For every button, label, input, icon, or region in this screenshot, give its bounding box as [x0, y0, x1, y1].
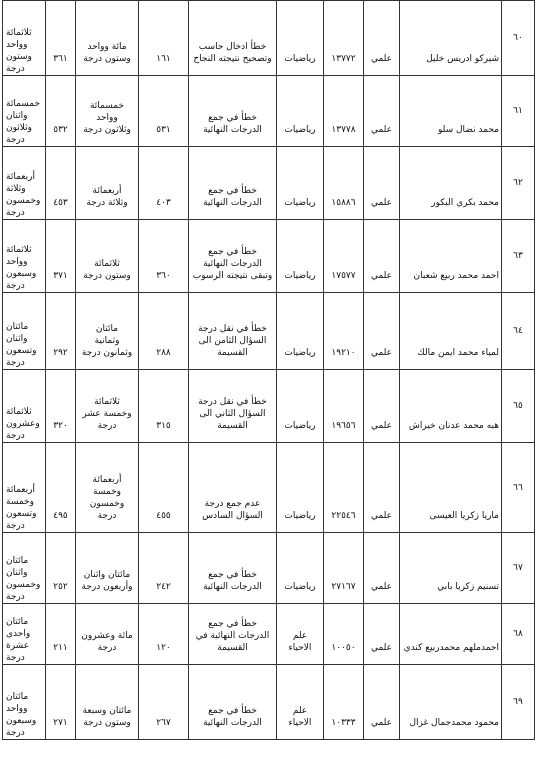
original-total-words: مائة وواحد وستون درجة: [76, 1, 139, 76]
branch-name: علمي: [364, 293, 400, 370]
corrected-total-words: ثلاثمائة وواحد وسبعون درجة: [3, 220, 46, 293]
original-total-words: مائتان واثنان وأربعون درجة: [76, 533, 139, 604]
corrected-total-digits: ٤٩٥: [46, 443, 76, 533]
correction-reason: خطأ في جمع الدرجات النهائية: [189, 147, 277, 220]
row-number: ٦٨: [502, 604, 535, 665]
original-total-digits: ٢٤٢: [139, 533, 189, 604]
original-total-words: مائتان وثمانية وثمانون درجة: [76, 293, 139, 370]
row-number: ٦٤: [502, 293, 535, 370]
table-row: [3, 147, 535, 220]
subject-name: رياضيات: [277, 370, 324, 443]
original-total-digits: ٢٦٧: [139, 665, 189, 740]
corrected-total-digits: ٤٥٣: [46, 147, 76, 220]
table-row: [3, 293, 535, 370]
corrected-total-words: مائتان واحدى عشرة درجة: [3, 604, 46, 665]
student-name: هبه محمد عدنان خيراش: [400, 370, 502, 443]
row-number: ٦٦: [502, 443, 535, 533]
results-table: [2, 0, 535, 740]
row-number: ٦٠: [502, 1, 535, 76]
table-row: [3, 76, 535, 147]
original-total-digits: ٣١٥: [139, 370, 189, 443]
row-number: ٦٥: [502, 370, 535, 443]
student-name: احمدملهم محمدربيع كندي: [400, 604, 502, 665]
original-total-digits: ١٢٠: [139, 604, 189, 665]
subject-name: رياضيات: [277, 443, 324, 533]
student-name: محمود محمدجمال غزال: [400, 665, 502, 740]
corrected-total-digits: ٢١١: [46, 604, 76, 665]
branch-name: علمي: [364, 665, 400, 740]
exam-number: ١٩٢١٠: [324, 293, 364, 370]
corrected-total-words: مائتان واثنان وخمسون درجة: [3, 533, 46, 604]
student-name: ماريا زكريا العيسى: [400, 443, 502, 533]
corrected-total-words: مائتان وواحد وسبعون درجة: [3, 665, 46, 740]
original-total-words: مائة وعشرون درجة: [76, 604, 139, 665]
corrected-total-words: مائتان واثنان وتسعون درجة: [3, 293, 46, 370]
corrected-total-digits: ٣٢٠: [46, 370, 76, 443]
original-total-words: أربعمائة وخمسة وخمسون درجة: [76, 443, 139, 533]
original-total-digits: ٤٠٣: [139, 147, 189, 220]
exam-number: ١٣٧٧٨: [324, 76, 364, 147]
branch-name: علمي: [364, 147, 400, 220]
exam-number: ١٧٥٧٧: [324, 220, 364, 293]
correction-reason: خطأ في نقل درجة السؤال الثاني الى القسيمة: [189, 370, 277, 443]
table-row: [3, 533, 535, 604]
student-name: شيركو ادريس خليل: [400, 1, 502, 76]
student-name: محمد بكري البكور: [400, 147, 502, 220]
subject-name: رياضيات: [277, 220, 324, 293]
student-name: لمياء محمد ايمن مالك: [400, 293, 502, 370]
subject-name: رياضيات: [277, 533, 324, 604]
subject-name: رياضيات: [277, 76, 324, 147]
original-total-words: ثلاثمائة وخمسة عشر درجة: [76, 370, 139, 443]
exam-number: ١٣٧٧٢: [324, 1, 364, 76]
student-name: محمد نضال سلو: [400, 76, 502, 147]
branch-name: علمي: [364, 443, 400, 533]
subject-name: رياضيات: [277, 147, 324, 220]
corrected-total-words: أربعمائة وثلاثة وخمسون درجة: [3, 147, 46, 220]
original-total-words: ثلاثمائة وستون درجة: [76, 220, 139, 293]
student-name: احمد محمد ربيع شعبان: [400, 220, 502, 293]
corrected-total-words: ثلاثمائة وواحد وستون درجة: [3, 1, 46, 76]
correction-reason: خطأ في جمع الدرجات النهائية: [189, 76, 277, 147]
branch-name: علمي: [364, 1, 400, 76]
results-correction-sheet: [2, 0, 534, 740]
row-number: ٦٣: [502, 220, 535, 293]
row-number: ٦٧: [502, 533, 535, 604]
corrected-total-digits: ٢٩٢: [46, 293, 76, 370]
subject-name: علم الاحياء: [277, 604, 324, 665]
exam-number: ١٠٣٣٣: [324, 665, 364, 740]
exam-number: ١٠٠٥٠: [324, 604, 364, 665]
table-row: [3, 1, 535, 76]
student-name: تسنيم زكريا بابي: [400, 533, 502, 604]
correction-reason: خطأ في جمع الدرجات النهائية في القسيمة: [189, 604, 277, 665]
original-total-digits: ١٦١: [139, 1, 189, 76]
corrected-total-words: خمسمائة واثنان وثلاثون درجة: [3, 76, 46, 147]
subject-name: رياضيات: [277, 1, 324, 76]
exam-number: ١٥٨٨٦: [324, 147, 364, 220]
row-number: ٦١: [502, 76, 535, 147]
original-total-words: أربعمائة وثلاثة درجة: [76, 147, 139, 220]
original-total-digits: ٥٣١: [139, 76, 189, 147]
branch-name: علمي: [364, 370, 400, 443]
correction-reason: خطأ في جمع الدرجات النهائية: [189, 665, 277, 740]
original-total-words: مائتان وسبعة وستون درجة: [76, 665, 139, 740]
original-total-digits: ٣٦٠: [139, 220, 189, 293]
corrected-total-digits: ٣٧١: [46, 220, 76, 293]
corrected-total-digits: ٢٧١: [46, 665, 76, 740]
exam-number: ٢٧١٦٧: [324, 533, 364, 604]
subject-name: علم الاحياء: [277, 665, 324, 740]
original-total-words: خمسمائة وواحد وثلاثون درجة: [76, 76, 139, 147]
correction-reason: خطأ ادخال حاسب وتصحيح نتيجته النجاح: [189, 1, 277, 76]
correction-reason: عدم جمع درجة السؤال السادس: [189, 443, 277, 533]
corrected-total-words: ثلاثمائة وعشرون درجة: [3, 370, 46, 443]
branch-name: علمي: [364, 604, 400, 665]
results-table-body: [3, 1, 535, 740]
branch-name: علمي: [364, 76, 400, 147]
table-row: [3, 220, 535, 293]
correction-reason: خطأ في جمع الدرجات النهائية: [189, 533, 277, 604]
table-row: [3, 604, 535, 665]
row-number: ٦٩: [502, 665, 535, 740]
exam-number: ١٩٦٥٦: [324, 370, 364, 443]
row-number: ٦٢: [502, 147, 535, 220]
corrected-total-digits: ٣٦١: [46, 1, 76, 76]
table-row: [3, 665, 535, 740]
corrected-total-digits: ٥٣٢: [46, 76, 76, 147]
table-row: [3, 443, 535, 533]
corrected-total-words: أربعمائة وخمسة وتسعون درجة: [3, 443, 46, 533]
original-total-digits: ٢٨٨: [139, 293, 189, 370]
table-row: [3, 370, 535, 443]
correction-reason: خطأ في نقل درجة السؤال الثامن الى القسيمة: [189, 293, 277, 370]
correction-reason: خطأ في جمع الدرجات النهائية وتبقى نتيجته الرسوب: [189, 220, 277, 293]
branch-name: علمي: [364, 220, 400, 293]
branch-name: علمي: [364, 533, 400, 604]
exam-number: ٢٢٥٤٦: [324, 443, 364, 533]
subject-name: رياضيات: [277, 293, 324, 370]
corrected-total-digits: ٢٥٢: [46, 533, 76, 604]
original-total-digits: ٤٥٥: [139, 443, 189, 533]
